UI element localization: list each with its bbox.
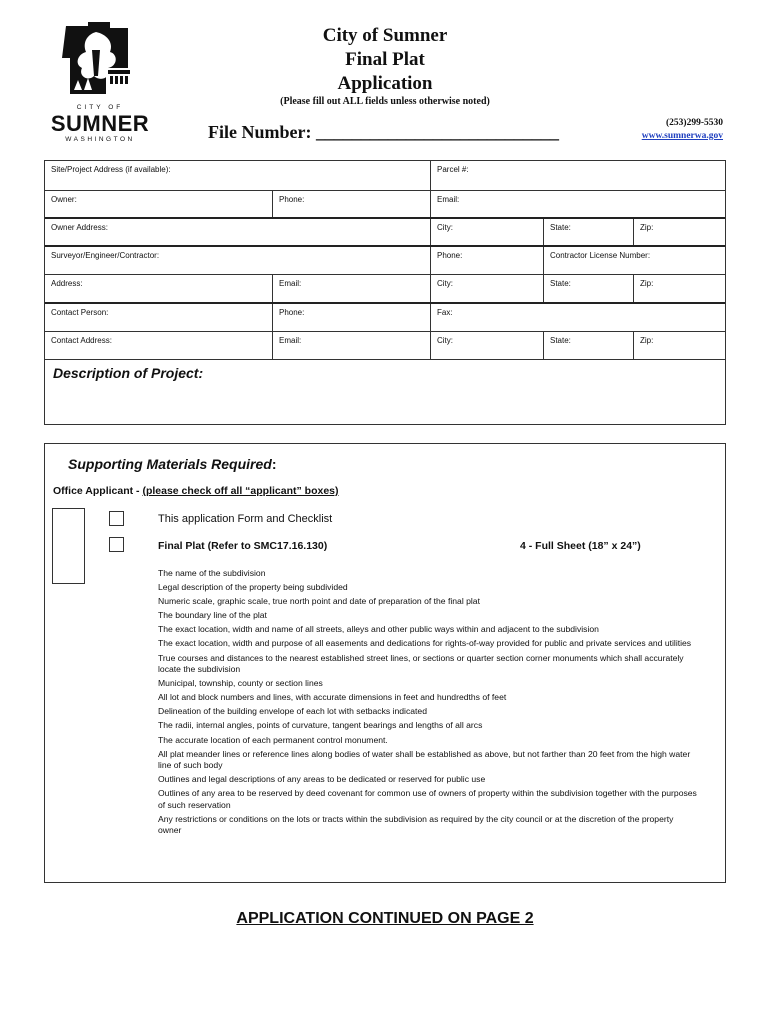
parcel-field[interactable]: Parcel #: [430,161,725,190]
owner-phone-field[interactable]: Phone: [272,191,430,217]
row-owner [45,191,725,219]
requirement-item: The boundary line of the plat [158,610,267,621]
requirement-item: The name of the subdivision [158,568,266,578]
sheet-requirement: 4 - Full Sheet (18” x 24”) [520,540,641,552]
requirement-item: True courses and distances to the nearest established street lines, or sections or quarter section corner monuments which shall accurately locate the subdivision [158,652,684,675]
requirement-item: Legal description of the property being subdivided [158,582,348,593]
requirement-item: Any restrictions or conditions on the lots or tracts within the subdivision as required by the city council or at the discretion of the property owner [158,813,674,836]
address-state-field[interactable]: State: [543,275,633,302]
contact-phone: (253)299-5530 [666,118,723,128]
row-contact-person [45,304,725,332]
requirement-item: The accurate location of each permanent control monument. [158,734,388,745]
title-line-2: Final Plat [345,49,425,70]
address-field[interactable]: Address: [51,279,83,288]
applicant-instruction: (please check off all “applicant” boxes) [142,485,339,497]
requirement-item: The exact location, width and purpose of all easements and dedications for rights-of-way provided for public and private services and utilities [158,638,692,649]
contact-email-field[interactable]: Email: [272,332,430,359]
sumner-tree-logo-icon [48,18,152,102]
address-email-field[interactable]: Email: [272,275,430,302]
requirement-item: Municipal, township, county or section lines [158,678,323,689]
file-number-field[interactable]: File Number: ___________________________ [208,122,559,142]
row-surveyor [45,247,725,275]
logo-city-of: CITY OF [76,104,124,111]
logo-name: SUMNER [50,111,150,136]
requirement-item: All plat meander lines or reference lines along bodies of water shall be established as above, but not farther than 20 feet from the high water line of such body [158,748,691,771]
title-line-1: City of Sumner [322,25,448,46]
requirement-item: All lot and block numbers and lines, with accurate dimensions in feet and hundredths of feet [158,692,507,703]
subtitle: (Please fill out ALL fields unless otherwise noted) [280,96,490,107]
requirement-item: The exact location, width and name of all streets, alleys and other public ways within and adjacent to the subdivision [158,624,599,635]
owner-field[interactable]: Owner: [51,195,77,204]
supporting-materials-colon: : [271,456,277,472]
application-form-label: This application Form and Checklist [158,513,333,525]
row-contact-address [45,332,725,360]
row-owner-address [45,219,725,247]
contact-phone-field[interactable]: Phone: [272,304,430,331]
contact-state-field[interactable]: State: [543,332,633,359]
office-use-box [52,508,85,584]
website-link[interactable]: www.sumnerwa.gov [641,131,723,141]
contact-fax-field[interactable]: Fax: [430,304,725,331]
contact-city-field[interactable]: City: [430,332,543,359]
address-zip-field[interactable]: Zip: [633,275,725,302]
requirement-item: Numeric scale, graphic scale, true north point and date of preparation of the final plat [158,596,480,607]
project-description-field[interactable]: Description of Project: [53,365,204,381]
owner-zip-field[interactable]: Zip: [633,219,725,245]
office-applicant-row [53,485,339,497]
owner-state-field[interactable]: State: [543,219,633,245]
contact-zip-field[interactable]: Zip: [633,332,725,359]
city-logo [48,18,152,146]
final-plat-checkbox[interactable] [109,537,124,552]
final-plat-label: Final Plat (Refer to SMC17.16.130) [158,540,328,552]
applicant-info-form [44,160,726,425]
owner-email-field[interactable]: Email: [430,191,725,217]
requirement-item: Delineation of the building envelope of each lot with setbacks indicated [158,706,427,717]
continued-notice: APPLICATION CONTINUED ON PAGE 2 [236,910,534,927]
contact-address-field[interactable]: Contact Address: [51,336,112,345]
logo-state: WASHINGTON [65,136,135,143]
requirement-item: Outlines of any area to be reserved by deed covenant for common use of owners of property within the subdivision together with the purposes of such reservation [158,788,697,810]
office-applicant-label: Office Applicant - [53,485,143,497]
address-city-field[interactable]: City: [430,275,543,302]
surveyor-phone-field[interactable]: Phone: [430,247,543,274]
row-site [45,161,725,191]
final-plat-requirements-list [158,568,698,840]
contact-person-field[interactable]: Contact Person: [51,308,109,317]
application-form-checkbox[interactable] [109,511,124,526]
owner-city-field[interactable]: City: [430,219,543,245]
site-address-field[interactable]: Site/Project Address (if available): [51,165,171,174]
requirement-item: Outlines and legal descriptions of any areas to be dedicated or reserved for public use [158,774,486,785]
row-address [45,275,725,304]
title-line-3: Application [337,73,433,94]
contractor-license-field[interactable]: Contractor License Number: [543,247,725,274]
supporting-materials-heading [68,456,276,472]
supporting-materials-section [44,443,726,883]
surveyor-field[interactable]: Surveyor/Engineer/Contractor: [51,251,160,260]
owner-address-field[interactable]: Owner Address: [51,223,108,232]
requirement-item: The radii, internal angles, points of curvature, tangent bearings and lengths of all arcs [158,720,483,731]
supporting-materials-title: Supporting Materials Required [68,456,272,472]
